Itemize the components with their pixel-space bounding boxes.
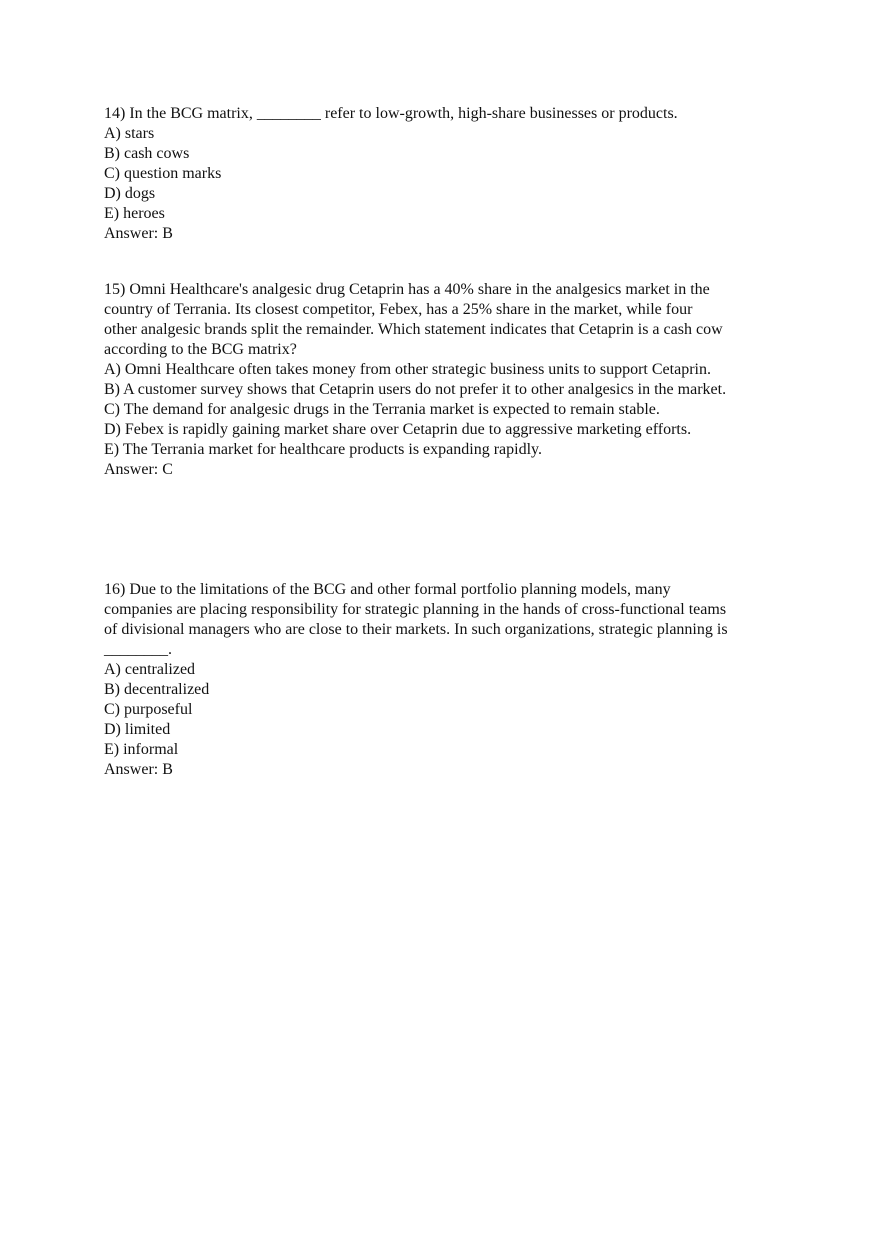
stem-line: country of Terrania. Its closest competitor, Febex, has a 25% share in the market, while four <box>104 301 693 318</box>
option-b: B) cash cows <box>104 145 190 162</box>
option-a: A) Omni Healthcare often takes money from other strategic business units to support Cetaprin. <box>104 361 711 378</box>
stem-line: 14) In the BCG matrix, ________ refer to low-growth, high-share businesses or products. <box>104 105 678 122</box>
option-d: D) dogs <box>104 185 156 202</box>
answer-options <box>104 660 794 760</box>
question-stem <box>104 104 794 124</box>
stem-line: of divisional managers who are close to their markets. In such organizations, strategic planning is <box>104 621 728 638</box>
option-b: B) A customer survey shows that Cetaprin users do not prefer it to other analgesics in the market. <box>104 381 727 398</box>
question-stem <box>104 280 794 360</box>
answer-options <box>104 360 794 460</box>
option-e: E) The Terrania market for healthcare products is expanding rapidly. <box>104 441 542 458</box>
question-14 <box>104 104 794 244</box>
answer-key: Answer: C <box>104 461 173 478</box>
option-c: C) The demand for analgesic drugs in the Terrania market is expected to remain stable. <box>104 401 660 418</box>
stem-line: other analgesic brands split the remainder. Which statement indicates that Cetaprin is a cash cow <box>104 321 723 338</box>
option-a: A) centralized <box>104 661 196 678</box>
stem-line: according to the BCG matrix? <box>104 341 297 358</box>
answer-key: Answer: B <box>104 225 173 242</box>
option-c: C) purposeful <box>104 701 193 718</box>
option-a: A) stars <box>104 125 155 142</box>
question-stem <box>104 580 794 660</box>
option-e: E) informal <box>104 741 179 758</box>
option-b: B) decentralized <box>104 681 210 698</box>
stem-line: 16) Due to the limitations of the BCG and other formal portfolio planning models, many <box>104 581 671 598</box>
stem-line: ________. <box>104 641 172 658</box>
answer-key: Answer: B <box>104 761 173 778</box>
option-d: D) Febex is rapidly gaining market share over Cetaprin due to aggressive marketing efforts. <box>104 421 692 438</box>
question-16 <box>104 580 794 780</box>
option-c: C) question marks <box>104 165 222 182</box>
question-15 <box>104 280 794 480</box>
stem-line: companies are placing responsibility for strategic planning in the hands of cross-functional teams <box>104 601 727 618</box>
answer-options <box>104 124 794 224</box>
stem-line: 15) Omni Healthcare's analgesic drug Cetaprin has a 40% share in the analgesics market in the <box>104 281 710 298</box>
option-d: D) limited <box>104 721 171 738</box>
option-e: E) heroes <box>104 205 165 222</box>
